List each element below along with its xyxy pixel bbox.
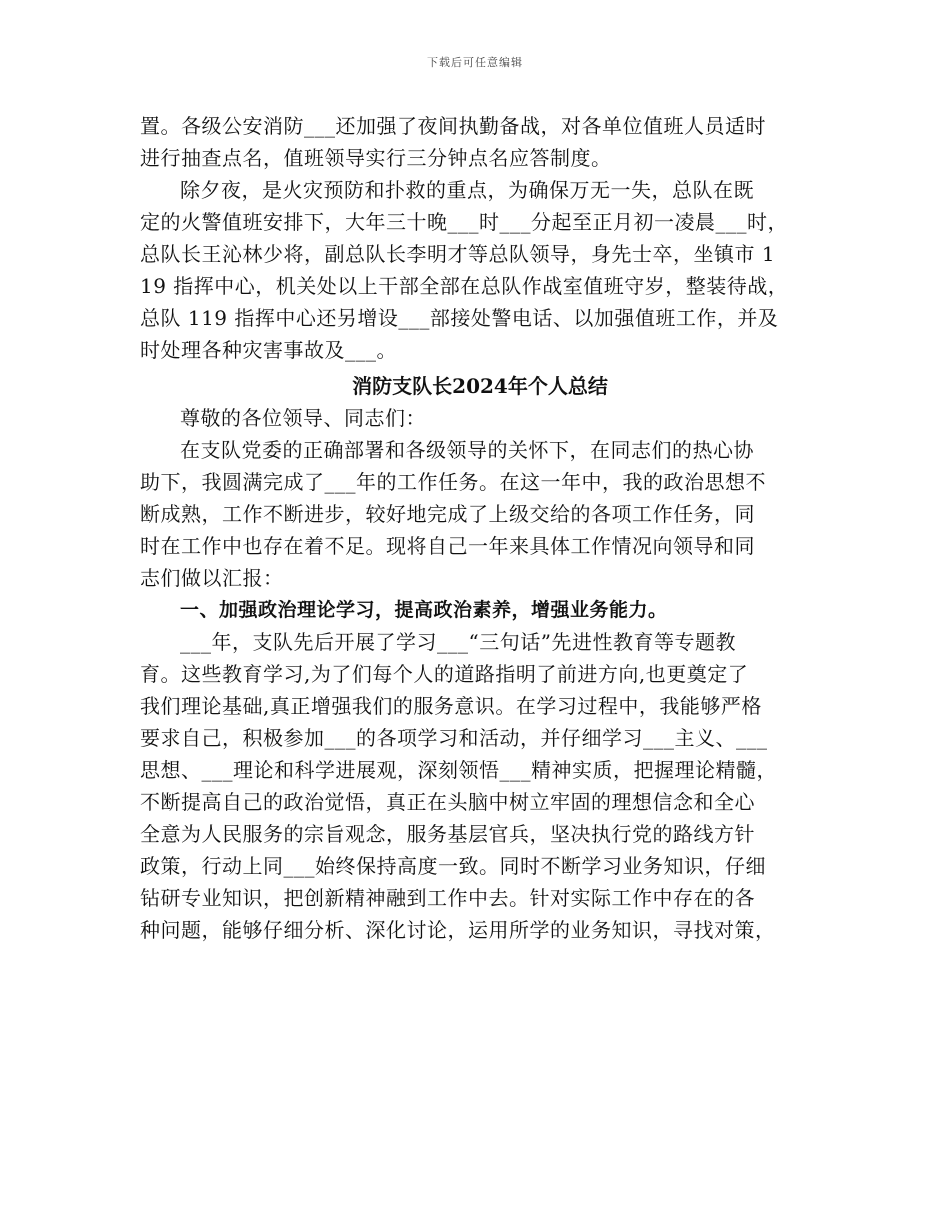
paragraph-line: 19 指挥中心，机关处以上干部全部在总队作战室值班守岁，整装待战， [140, 274, 789, 298]
document-body [140, 110, 820, 946]
paragraph-line: 进行抽查点名，值班领导实行三分钟点名应答制度。 [140, 146, 612, 170]
paragraph-line: 在支队党委的正确部署和各级领导的关怀下，在同志们的热心协 [180, 438, 754, 462]
paragraph-line: 总队长王沁林少将，副总队长李明才等总队领导，身先士卒，坐镇市 1 [140, 242, 776, 266]
paragraph-line: 助下，我圆满完成了___年的工作任务。在这一年中，我的政治思想不 [140, 470, 766, 494]
paragraph-line: 全意为人民服务的宗旨观念，服务基层官兵，坚决执行党的路线方针 [140, 822, 755, 846]
paragraph-line: 时处理各种灾害事故及___。 [140, 338, 397, 362]
paragraph-line: 钻研专业知识，把创新精神融到工作中去。针对实际工作中存在的各 [140, 886, 755, 910]
paragraph-line: 断成熟，工作不断进步，较好地完成了上级交给的各项工作任务，同 [140, 502, 755, 526]
paragraph-line: 时在工作中也存在着不足。现将自己一年来具体工作情况向领导和同 [140, 534, 755, 558]
paragraph-line: 总队 119 指挥中心还另增设___部接处警电话、以加强值班工作，并及 [140, 306, 779, 330]
paragraph-line: 置。各级公安消防___还加强了夜间执勤备战，对各单位值班人员适时 [140, 114, 766, 138]
section-heading: 一、加强政治理论学习，提高政治素养，增强业务能力。 [180, 599, 668, 621]
paragraph-line: 定的火警值班安排下，大年三十晚___时___分起至正月初一凌晨___时， [140, 210, 788, 234]
paragraph-line: 育。这些教育学习,为了们每个人的道路指明了前进方向,也更奠定了 [140, 662, 749, 686]
paragraph-line: 政策，行动上同___始终保持高度一致。同时不断学习业务知识，仔细 [140, 854, 766, 878]
page-header: 下载后可任意编辑 [427, 56, 523, 69]
salutation: 尊敬的各位领导、同志们： [180, 406, 426, 430]
paragraph-line: 除夕夜，是火灾预防和扑救的重点，为确保万无一失，总队在既 [180, 178, 754, 202]
paragraph-line: 思想、___理论和科学进展观，深刻领悟___精神实质，把握理论精髓， [140, 758, 777, 782]
paragraph-line: 种问题，能够仔细分析、深化讨论，运用所学的业务知识，寻找对策， [140, 918, 776, 942]
paragraph-line: 不断提高自己的政治觉悟，真正在头脑中树立牢固的理想信念和全心 [140, 790, 755, 814]
paragraph-line: 要求自己，积极参加___的各项学习和活动，并仔细学习___主义、___ [140, 726, 768, 750]
paragraph-line: 志们做以汇报： [140, 566, 284, 590]
paragraph-line: 我们理论基础,真正增强我们的服务意识。在学习过程中，我能够严格 [140, 694, 762, 718]
paragraph-line: ___年，支队先后开展了学习___“三句话”先进性教育等专题教 [180, 630, 736, 654]
document-title: 消防支队长2024年个人总结 [352, 374, 608, 398]
